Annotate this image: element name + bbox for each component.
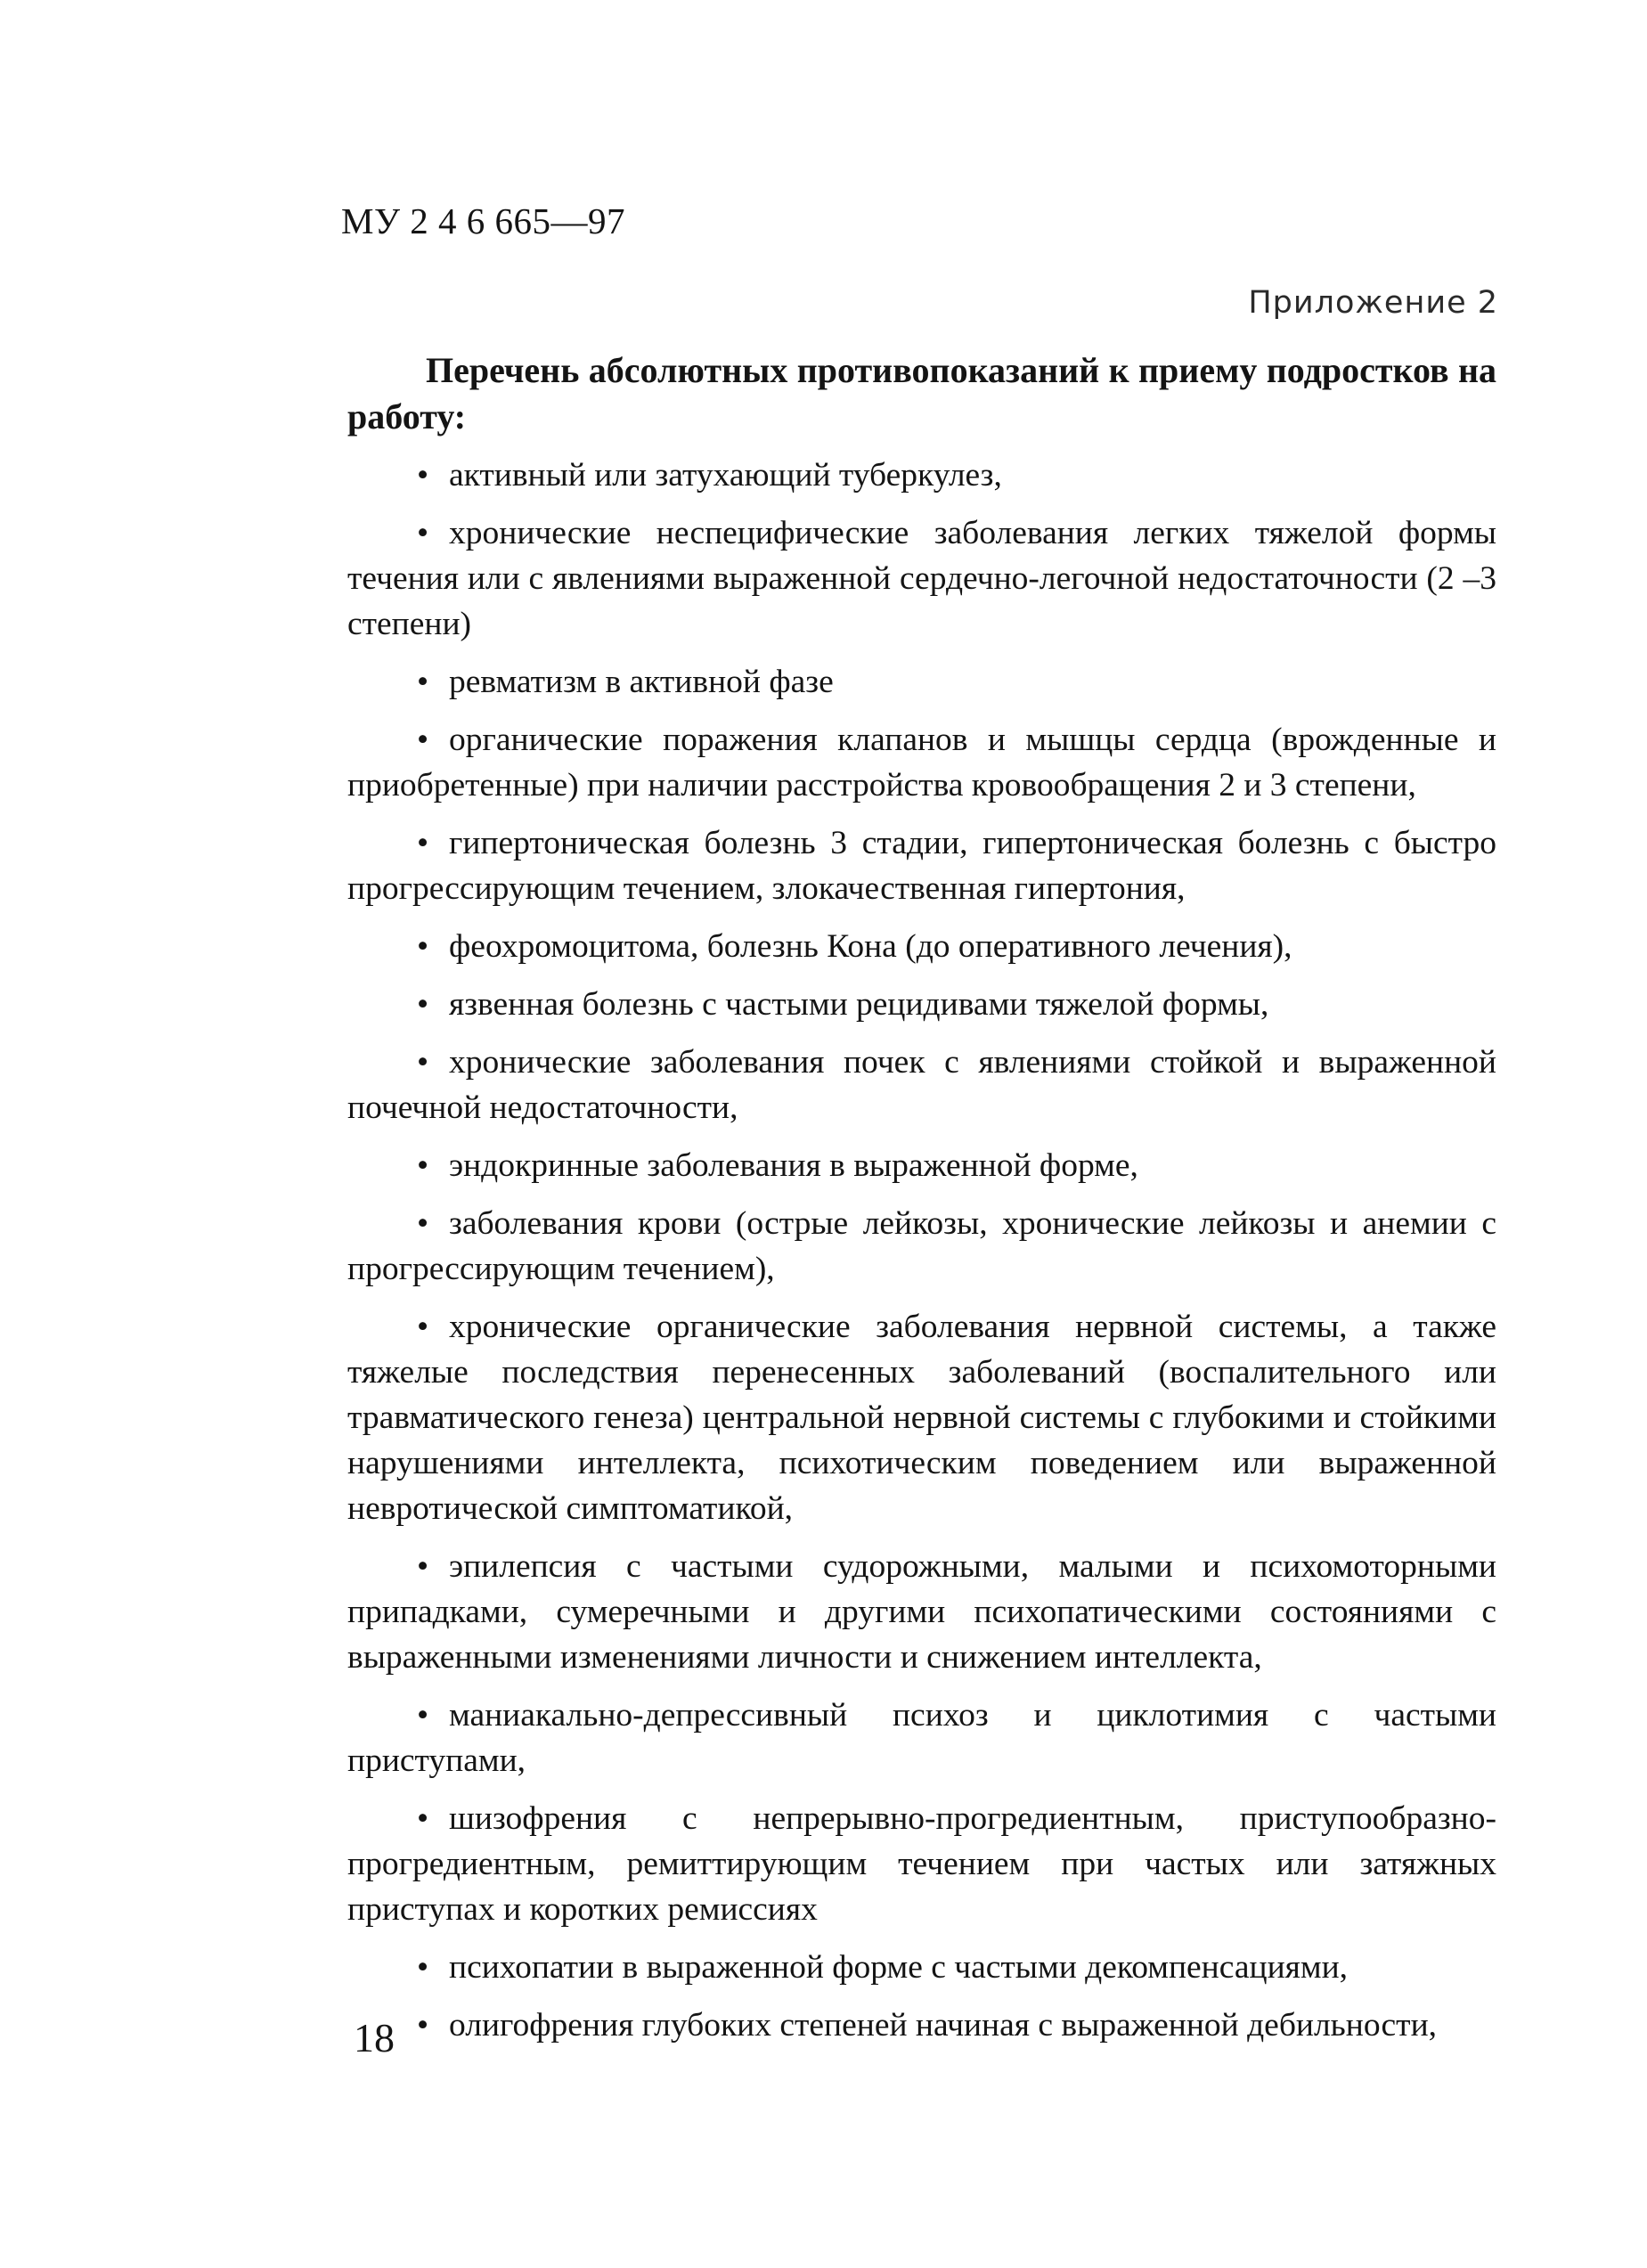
list-item: [347, 2003, 1496, 2048]
list-item-text: хронические заболевания почек с явлениями стойкой и выраженной почечной недостаточности,: [347, 1044, 1496, 1126]
list-item-text: хронические органические заболевания нервной системы, а также тяжелые последствия перенесенных заболеваний (воспалительного или травматического генеза) центральной нервной системы с глубокими и стойкими нарушениями интеллекта, психотическим поведением или выраженной невротической симптоматикой,: [347, 1309, 1496, 1527]
bullet-icon: •: [417, 928, 429, 965]
bullet-icon: •: [417, 2007, 429, 2044]
list-item: [347, 820, 1496, 911]
list-item: [347, 1693, 1496, 1783]
bullet-icon: •: [417, 825, 429, 861]
list-item-text: эндокринные заболевания в выраженной форме,: [449, 1147, 1138, 1184]
list-item: [347, 1201, 1496, 1292]
list-item-text: органические поражения клапанов и мышцы сердца (врожденные и приобретенные) при наличии расстройства кровообращения 2 и 3 степени,: [347, 722, 1496, 804]
list-item: [347, 717, 1496, 808]
bullet-icon: •: [417, 1548, 429, 1585]
bullet-icon: •: [417, 1309, 429, 1345]
bullet-icon: •: [417, 1044, 429, 1081]
list-item: [347, 659, 1496, 705]
appendix-label: Приложение 2: [1248, 285, 1498, 321]
page-number: 18: [354, 2015, 395, 2060]
list-item-text: феохромоцитома, болезнь Кона (до оперативного лечения),: [449, 928, 1292, 965]
list-item-text: эпилепсия с частыми судорожными, малыми и психомоторными припадками, сумеречными и другими психопатическими состояниями с выраженными изменениями личности и снижением интеллекта,: [347, 1548, 1496, 1676]
list-item-text: гипертоническая болезнь 3 стадии, гипертоническая болезнь с быстро прогрессирующим течением, злокачественная гипертония,: [347, 825, 1496, 907]
bullet-icon: •: [417, 1697, 429, 1734]
page-content: [347, 347, 1496, 2060]
list-item-text: активный или затухающий туберкулез,: [449, 457, 1002, 494]
list-item: [347, 1040, 1496, 1130]
list-item-text: язвенная болезнь с частыми рецидивами тяжелой формы,: [449, 986, 1269, 1023]
list-item-text: шизофрения с непрерывно-прогредиентным, приступообразно-прогредиентным, ремиттирующим течением при частых или затяжных приступах и коротких ремиссиях: [347, 1800, 1496, 1928]
list-item: [347, 510, 1496, 647]
list-item-text: ревматизм в активной фазе: [449, 664, 834, 700]
list-item-text: маниакально-депрессивный психоз и циклотимия с частыми приступами,: [347, 1697, 1496, 1779]
bullet-icon: •: [417, 986, 429, 1023]
list-item-text: хронические неспецифические заболевания легких тяжелой формы течения или с явлениями выраженной сердечно-легочной недостаточности (2 –3 степени): [347, 515, 1496, 642]
bullet-icon: •: [417, 1205, 429, 1242]
contraindication-list: [347, 453, 1496, 2048]
list-item: [347, 1304, 1496, 1531]
bullet-icon: •: [417, 1949, 429, 1986]
list-item: [347, 924, 1496, 969]
bullet-icon: •: [417, 1800, 429, 1837]
list-item-text: заболевания крови (острые лейкозы, хронические лейкозы и анемии с прогрессирующим течением),: [347, 1205, 1496, 1287]
list-item: [347, 453, 1496, 498]
list-item: [347, 1945, 1496, 1990]
list-item: [347, 1796, 1496, 1932]
bullet-icon: •: [417, 1147, 429, 1184]
list-item: [347, 1143, 1496, 1188]
bullet-icon: •: [417, 722, 429, 758]
list-item-text: психопатии в выраженной форме с частыми декомпенсациями,: [449, 1949, 1349, 1986]
document-code-header: МУ 2 4 6 665—97: [341, 200, 625, 241]
bullet-icon: •: [417, 515, 429, 551]
bullet-icon: •: [417, 457, 429, 494]
section-heading: Перечень абсолютных противопоказаний к приему подростков на работу:: [347, 350, 1496, 436]
list-item: [347, 1544, 1496, 1680]
bullet-icon: •: [417, 664, 429, 700]
list-item: [347, 982, 1496, 1027]
list-item-text: олигофрения глубоких степеней начиная с выраженной дебильности,: [449, 2007, 1438, 2044]
